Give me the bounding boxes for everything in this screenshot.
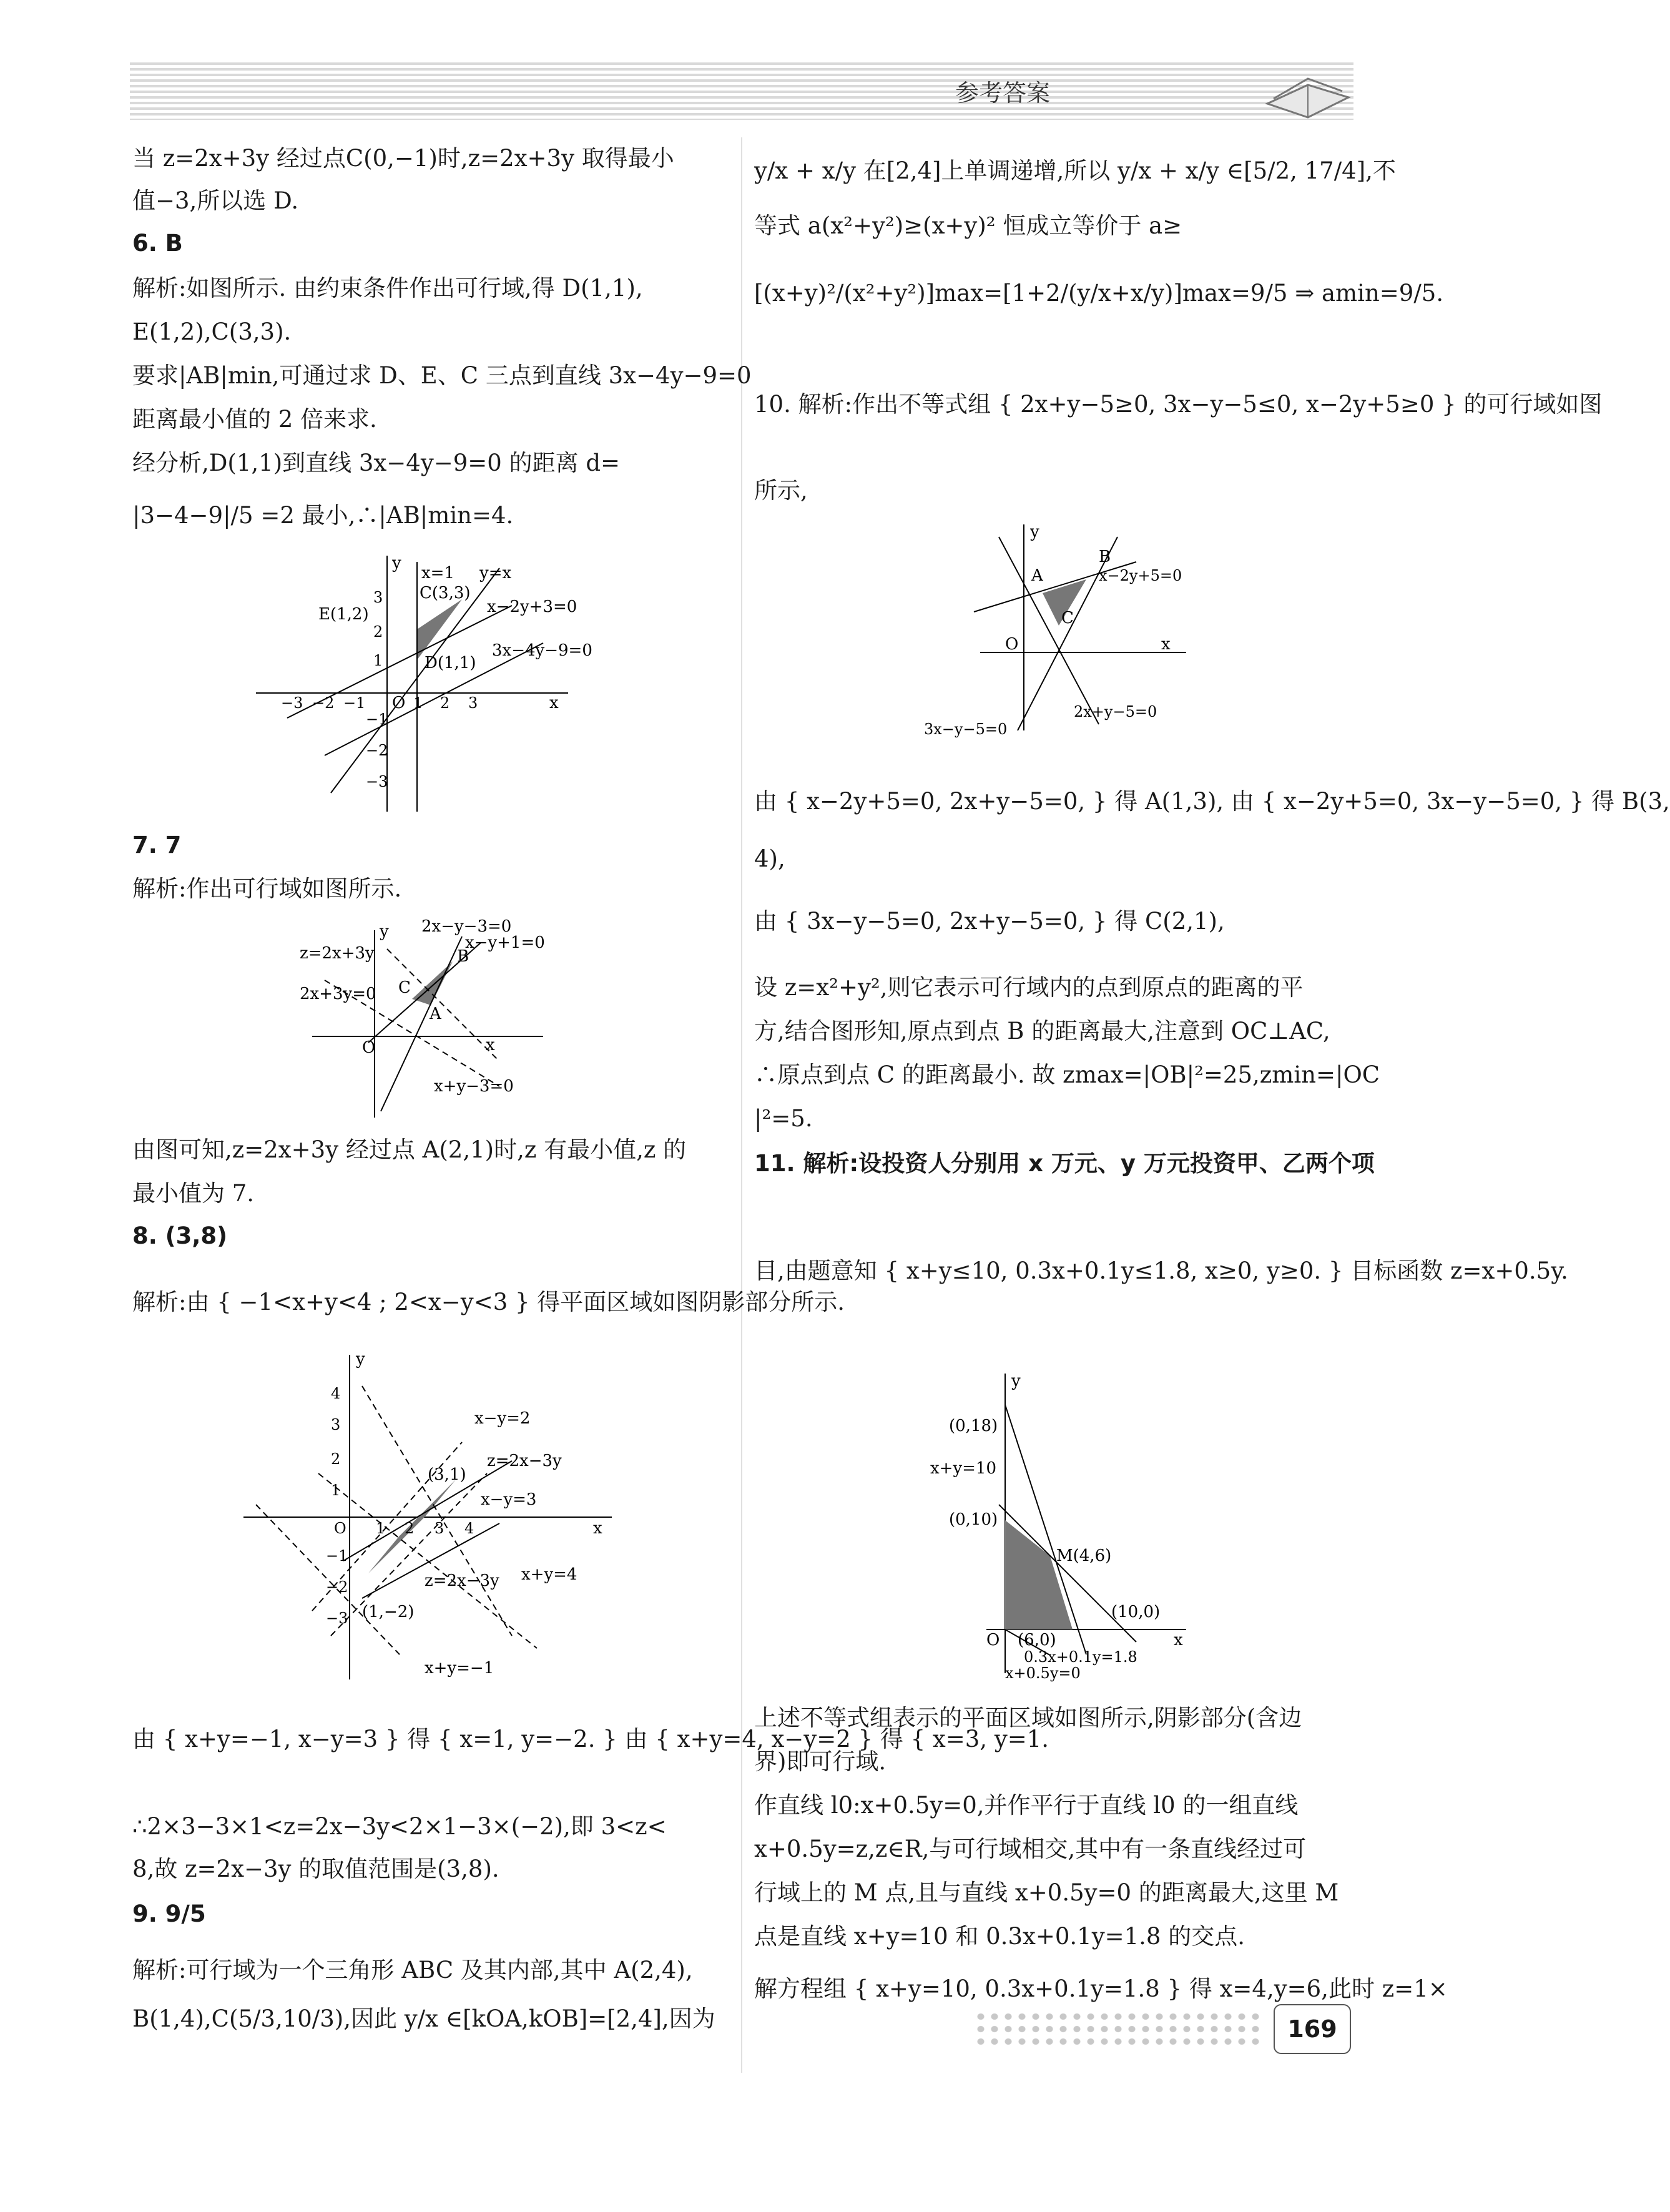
text-line: 解析:由 { −1<x+y<4 ; 2<x−y<3 } 得平面区域如图阴影部分所示. xyxy=(132,1289,845,1315)
text-line: 要求|AB|min,可通过求 D、E、C 三点到直线 3x−4y−9=0 xyxy=(132,362,752,389)
fig10-label: O xyxy=(1005,635,1019,654)
text-line: E(1,2),C(3,3). xyxy=(132,318,292,345)
text-line: 点是直线 x+y=10 和 0.3x+0.1y=1.8 的交点. xyxy=(754,1923,1245,1950)
fig8-tick: 3 xyxy=(331,1416,341,1433)
figure-11 xyxy=(911,1361,1211,1686)
fig7-label: 2x+3y=0 xyxy=(300,985,376,1003)
text-line: 解析:如图所示. 由约束条件作出可行域,得 D(1,1), xyxy=(132,275,643,302)
fig8-label: x+y=4 xyxy=(521,1565,577,1584)
fig8-tick: 2 xyxy=(331,1450,341,1468)
figure-10 xyxy=(911,518,1199,743)
fig6-label: E(1,2) xyxy=(318,605,369,624)
fig7-label: x+y−3=0 xyxy=(434,1077,514,1096)
fig11-label: x+0.5y=0 xyxy=(1005,1664,1081,1682)
figure-6 xyxy=(250,549,592,824)
fig8-tick: 4 xyxy=(464,1520,474,1537)
fig7-label: x xyxy=(486,1036,495,1054)
fig8-tick: 4 xyxy=(331,1385,341,1402)
fig6-tick: −2 xyxy=(366,742,388,759)
fig7-label: x−y+1=0 xyxy=(465,933,545,952)
fig10-label: 3x−y−5=0 xyxy=(924,720,1008,738)
answer-8: 8. (3,8) xyxy=(132,1222,228,1249)
fig8-tick: −1 xyxy=(326,1547,348,1565)
fig6-tick: 1 xyxy=(413,694,423,712)
fig7-label: z=2x+3y xyxy=(300,944,375,963)
text-line: |3−4−9|/5 =2 最小,∴|AB|min=4. xyxy=(132,502,514,529)
fig10-label: C xyxy=(1061,609,1074,627)
text-line: ∴2×3−3×1<z=2x−3y<2×1−3×(−2),即 3<z< xyxy=(132,1813,667,1840)
text-line: 行域上的 M 点,且与直线 x+0.5y=0 的距离最大,这里 M xyxy=(754,1879,1339,1906)
text-line: 由 { x+y=−1, x−y=3 } 得 { x=1, y=−2. } 由 { x+y=4, x−y=2 } 得 { x=3, y=1. xyxy=(132,1726,1049,1752)
text-line: x+0.5y=z,z∈R,与可行域相交,其中有一条直线经过可 xyxy=(754,1836,1307,1862)
text-line: 界)即可行域. xyxy=(754,1748,887,1775)
text-line: 解析:作出可行域如图所示. xyxy=(132,875,402,902)
fig7-label: C xyxy=(398,978,411,997)
fig6-tick: 1 xyxy=(373,652,383,669)
text-line: 所示, xyxy=(754,477,808,504)
text-line: B(1,4),C(5/3,10/3),因此 y/x ∈[kOA,kOB]=[2,4],因为 xyxy=(132,2005,715,2032)
text-line: 8,故 z=2x−3y 的取值范围是(3,8). xyxy=(132,1856,499,1882)
fig8-label: y xyxy=(356,1350,365,1369)
fig7-label: A xyxy=(430,1005,441,1023)
fig6-tick: 2 xyxy=(373,623,383,641)
fig8-label: x−y=2 xyxy=(474,1409,531,1428)
fig11-label: (0,10) xyxy=(949,1510,998,1529)
text-line: 10. 解析:作出不等式组 { 2x+y−5≥0, 3x−y−5≤0, x−2y+5≥0 } 的可行域如图 xyxy=(754,391,1603,418)
answer-7: 7. 7 xyxy=(132,832,182,858)
text-line: 值−3,所以选 D. xyxy=(132,187,299,214)
fig8-tick: 2 xyxy=(405,1520,415,1537)
text-line: 目,由题意知 { x+y≤10, 0.3x+0.1y≤1.8, x≥0, y≥0. } 目标函数 z=x+0.5y. xyxy=(754,1257,1568,1284)
text-line: 4), xyxy=(754,845,785,872)
text-line: 当 z=2x+3y 经过点C(0,−1)时,z=2x+3y 取得最小 xyxy=(132,145,674,172)
fig6-tick: −3 xyxy=(366,773,388,790)
book-icon xyxy=(1261,60,1355,122)
fig6-label: x xyxy=(549,694,559,712)
fig8-label: x−y=3 xyxy=(481,1490,537,1509)
fig11-label: (0,18) xyxy=(949,1417,998,1435)
footer-dots xyxy=(974,2010,1261,2048)
fig6-label: C(3,3) xyxy=(420,584,471,602)
text-line: 解方程组 { x+y=10, 0.3x+0.1y=1.8 } 得 x=4,y=6,此时 z=1× xyxy=(754,1975,1448,2002)
fig8-label: (3,1) xyxy=(428,1465,466,1484)
text-line: 由 { x−2y+5=0, 2x+y−5=0, } 得 A(1,3), 由 { x−2y+5=0, 3x−y−5=0, } 得 B(3, xyxy=(754,788,1670,815)
fig11-label: x+y=10 xyxy=(930,1459,997,1478)
answer-9: 9. 9/5 xyxy=(132,1900,206,1927)
figure-8 xyxy=(237,1349,624,1686)
text-line: 作直线 l0:x+0.5y=0,并作平行于直线 l0 的一组直线 xyxy=(754,1792,1299,1819)
fig6-tick: 3 xyxy=(373,589,383,606)
fig6-tick: 2 xyxy=(440,694,450,712)
fig6-label: y xyxy=(392,554,401,573)
text-line: 设 z=x²+y²,则它表示可行域内的点到原点的距离的平 xyxy=(754,974,1304,1001)
fig10-label: x−2y+5=0 xyxy=(1099,567,1182,584)
fig6-tick: −1 xyxy=(366,710,388,728)
column-divider xyxy=(741,137,742,2073)
answer-6: 6. B xyxy=(132,230,183,257)
text-line: 解析:可行域为一个三角形 ABC 及其内部,其中 A(2,4), xyxy=(132,1957,693,1983)
fig6-label: O xyxy=(392,694,406,712)
fig8-label: z=2x−3y xyxy=(425,1571,499,1590)
fig11-label: M(4,6) xyxy=(1056,1546,1112,1565)
fig8-tick: 3 xyxy=(435,1520,445,1537)
header-band xyxy=(130,62,1353,120)
fig10-label: 2x+y−5=0 xyxy=(1074,703,1157,720)
text-line: 方,结合图形知,原点到点 B 的距离最大,注意到 OC⊥AC, xyxy=(754,1018,1330,1045)
fig6-label: D(1,1) xyxy=(425,654,476,672)
fig11-label: (6,0) xyxy=(1018,1631,1056,1649)
text-line: 最小值为 7. xyxy=(132,1180,255,1207)
fig8-label: z=2x−3y xyxy=(487,1452,562,1470)
fig8-label: x+y=−1 xyxy=(425,1659,494,1678)
fig6-label: x−2y+3=0 xyxy=(487,597,577,616)
header-title: 参考答案 xyxy=(955,79,1051,107)
answer-11: 11. 解析:设投资人分别用 x 万元、y 万元投资甲、乙两个项 xyxy=(754,1150,1375,1177)
fig7-label: y xyxy=(380,922,389,941)
fig8-tick: −2 xyxy=(326,1578,348,1596)
fig10-label: B xyxy=(1099,548,1111,566)
fig11-label: 0.3x+0.1y=1.8 xyxy=(1024,1648,1137,1666)
page-number: 169 xyxy=(1274,2004,1351,2054)
text-line: 上述不等式组表示的平面区域如图所示,阴影部分(含边 xyxy=(754,1704,1302,1731)
text-line: y/x + x/y 在[2,4]上单调递增,所以 y/x + x/y ∈[5/2, 17/4],不 xyxy=(754,157,1396,184)
fig11-label: (10,0) xyxy=(1111,1603,1161,1621)
fig11-label: x xyxy=(1174,1631,1183,1649)
fig7-label: 2x−y−3=0 xyxy=(421,917,512,936)
fig6-tick: −2 xyxy=(312,694,335,712)
fig6-tick: −3 xyxy=(281,694,303,712)
text-line: 由图可知,z=2x+3y 经过点 A(2,1)时,z 有最小值,z 的 xyxy=(132,1136,687,1163)
fig8-tick: −3 xyxy=(326,1610,348,1627)
text-line: |²=5. xyxy=(754,1105,813,1132)
fig8-label: x xyxy=(593,1519,602,1538)
fig6-label: y=x xyxy=(479,564,512,582)
fig8-tick: 1 xyxy=(331,1482,341,1499)
fig6-tick: −1 xyxy=(343,694,366,712)
text-line: 由 { 3x−y−5=0, 2x+y−5=0, } 得 C(2,1), xyxy=(754,908,1225,935)
fig7-label: B xyxy=(457,947,469,966)
text-line: 等式 a(x²+y²)≥(x+y)² 恒成立等价于 a≥ xyxy=(754,212,1182,239)
fig11-label: y xyxy=(1011,1372,1021,1390)
text-line: 距离最小值的 2 倍来求. xyxy=(132,406,377,433)
fig8-tick: O xyxy=(334,1520,346,1537)
figure-7 xyxy=(293,912,562,1124)
fig6-tick: 3 xyxy=(468,694,478,712)
fig11-label: O xyxy=(986,1631,1000,1649)
fig6-label: 3x−4y−9=0 xyxy=(492,641,592,660)
text-line: [(x+y)²/(x²+y²)]max=[1+2/(y/x+x/y)]max=9/5 ⇒ amin=9/5. xyxy=(754,280,1444,307)
fig10-label: x xyxy=(1161,635,1171,654)
fig8-label: (1,−2) xyxy=(362,1603,415,1621)
fig10-label: A xyxy=(1031,566,1043,585)
text-line: ∴原点到点 C 的距离最小. 故 zmax=|OB|²=25,zmin=|OC xyxy=(754,1061,1380,1088)
fig8-tick: 1 xyxy=(376,1520,386,1537)
fig6-label: x=1 xyxy=(421,564,454,582)
fig7-label: O xyxy=(362,1038,376,1057)
text-line: 经分析,D(1,1)到直线 3x−4y−9=0 的距离 d= xyxy=(132,450,621,476)
fig10-label: y xyxy=(1030,523,1039,541)
